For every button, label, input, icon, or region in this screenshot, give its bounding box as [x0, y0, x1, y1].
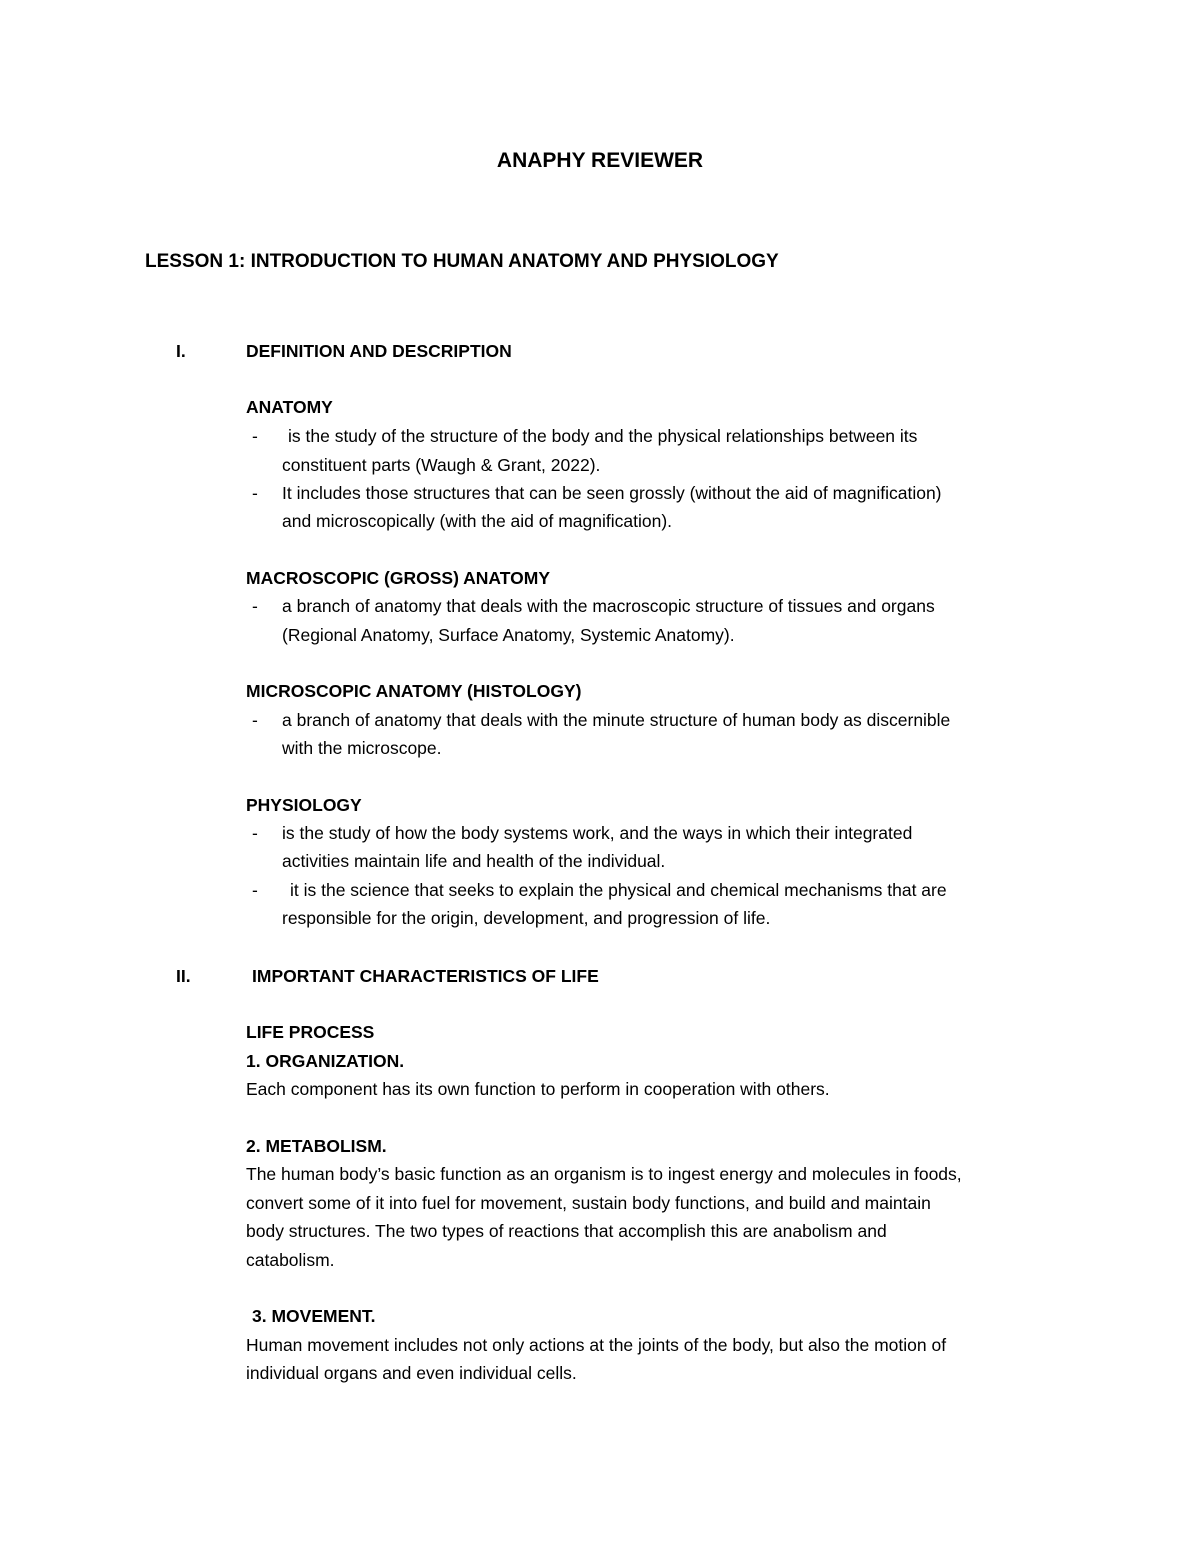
microscopic-bullet-1-line-2: with the microscope. — [282, 738, 442, 758]
metabolism-text-line-2: convert some of it into fuel for movement, sustain body functions, and build and maintain — [246, 1193, 931, 1213]
anatomy-bullet-1-line-2: constituent parts (Waugh & Grant, 2022). — [282, 455, 601, 475]
physiology-bullet-2-line-1: it is the science that seeks to explain the physical and chemical mechanisms that are — [290, 880, 947, 900]
life-process-heading: LIFE PROCESS — [246, 1022, 375, 1042]
lesson-heading: LESSON 1: INTRODUCTION TO HUMAN ANATOMY AND PHYSIOLOGY — [145, 251, 779, 272]
microscopic-heading: MICROSCOPIC ANATOMY (HISTOLOGY) — [246, 681, 582, 701]
macroscopic-bullet-1-line-1: a branch of anatomy that deals with the macroscopic structure of tissues and organs — [282, 596, 935, 616]
metabolism-text-line-4: catabolism. — [246, 1250, 335, 1270]
physiology-heading: PHYSIOLOGY — [246, 795, 362, 815]
organization-heading: 1. ORGANIZATION. — [246, 1051, 405, 1071]
anatomy-bullet-2-line-2: and microscopically (with the aid of magnification). — [282, 511, 673, 531]
document-title: ANAPHY REVIEWER — [496, 149, 704, 172]
anatomy-bullet-2-line-1: It includes those structures that can be seen grossly (without the aid of magnification) — [282, 483, 942, 503]
bullet-dash: - — [252, 483, 258, 503]
section-2-numeral: II. — [176, 966, 191, 986]
movement-text-line-1: Human movement includes not only actions at the joints of the body, but also the motion of — [246, 1335, 947, 1355]
bullet-dash: - — [252, 596, 258, 616]
bullet-dash: - — [252, 823, 258, 843]
bullet-dash: - — [252, 880, 258, 900]
movement-text-line-2: individual organs and even individual cells. — [246, 1363, 577, 1383]
physiology-bullet-1-line-1: is the study of how the body systems work, and the ways in which their integrated — [282, 823, 913, 843]
movement-heading: 3. MOVEMENT. — [252, 1306, 376, 1326]
anatomy-heading: ANATOMY — [246, 397, 333, 417]
section-1-heading: DEFINITION AND DESCRIPTION — [246, 341, 512, 361]
section-1-numeral: I. — [176, 341, 186, 361]
bullet-dash: - — [252, 426, 258, 446]
metabolism-heading: 2. METABOLISM. — [246, 1136, 387, 1156]
macroscopic-heading: MACROSCOPIC (GROSS) ANATOMY — [246, 568, 550, 588]
section-2-heading: IMPORTANT CHARACTERISTICS OF LIFE — [252, 966, 599, 986]
physiology-bullet-1-line-2: activities maintain life and health of the individual. — [282, 851, 666, 871]
anatomy-bullet-1-line-1: is the study of the structure of the body and the physical relationships between its — [288, 426, 918, 446]
metabolism-text-line-1: The human body’s basic function as an organism is to ingest energy and molecules in foods, — [246, 1164, 962, 1184]
organization-text: Each component has its own function to perform in cooperation with others. — [246, 1079, 830, 1099]
microscopic-bullet-1-line-1: a branch of anatomy that deals with the minute structure of human body as discernible — [282, 710, 951, 730]
bullet-dash: - — [252, 710, 258, 730]
physiology-bullet-2-line-2: responsible for the origin, development, and progression of life. — [282, 908, 771, 928]
macroscopic-bullet-1-line-2: (Regional Anatomy, Surface Anatomy, Systemic Anatomy). — [282, 625, 735, 645]
metabolism-text-line-3: body structures. The two types of reactions that accomplish this are anabolism and — [246, 1221, 887, 1241]
